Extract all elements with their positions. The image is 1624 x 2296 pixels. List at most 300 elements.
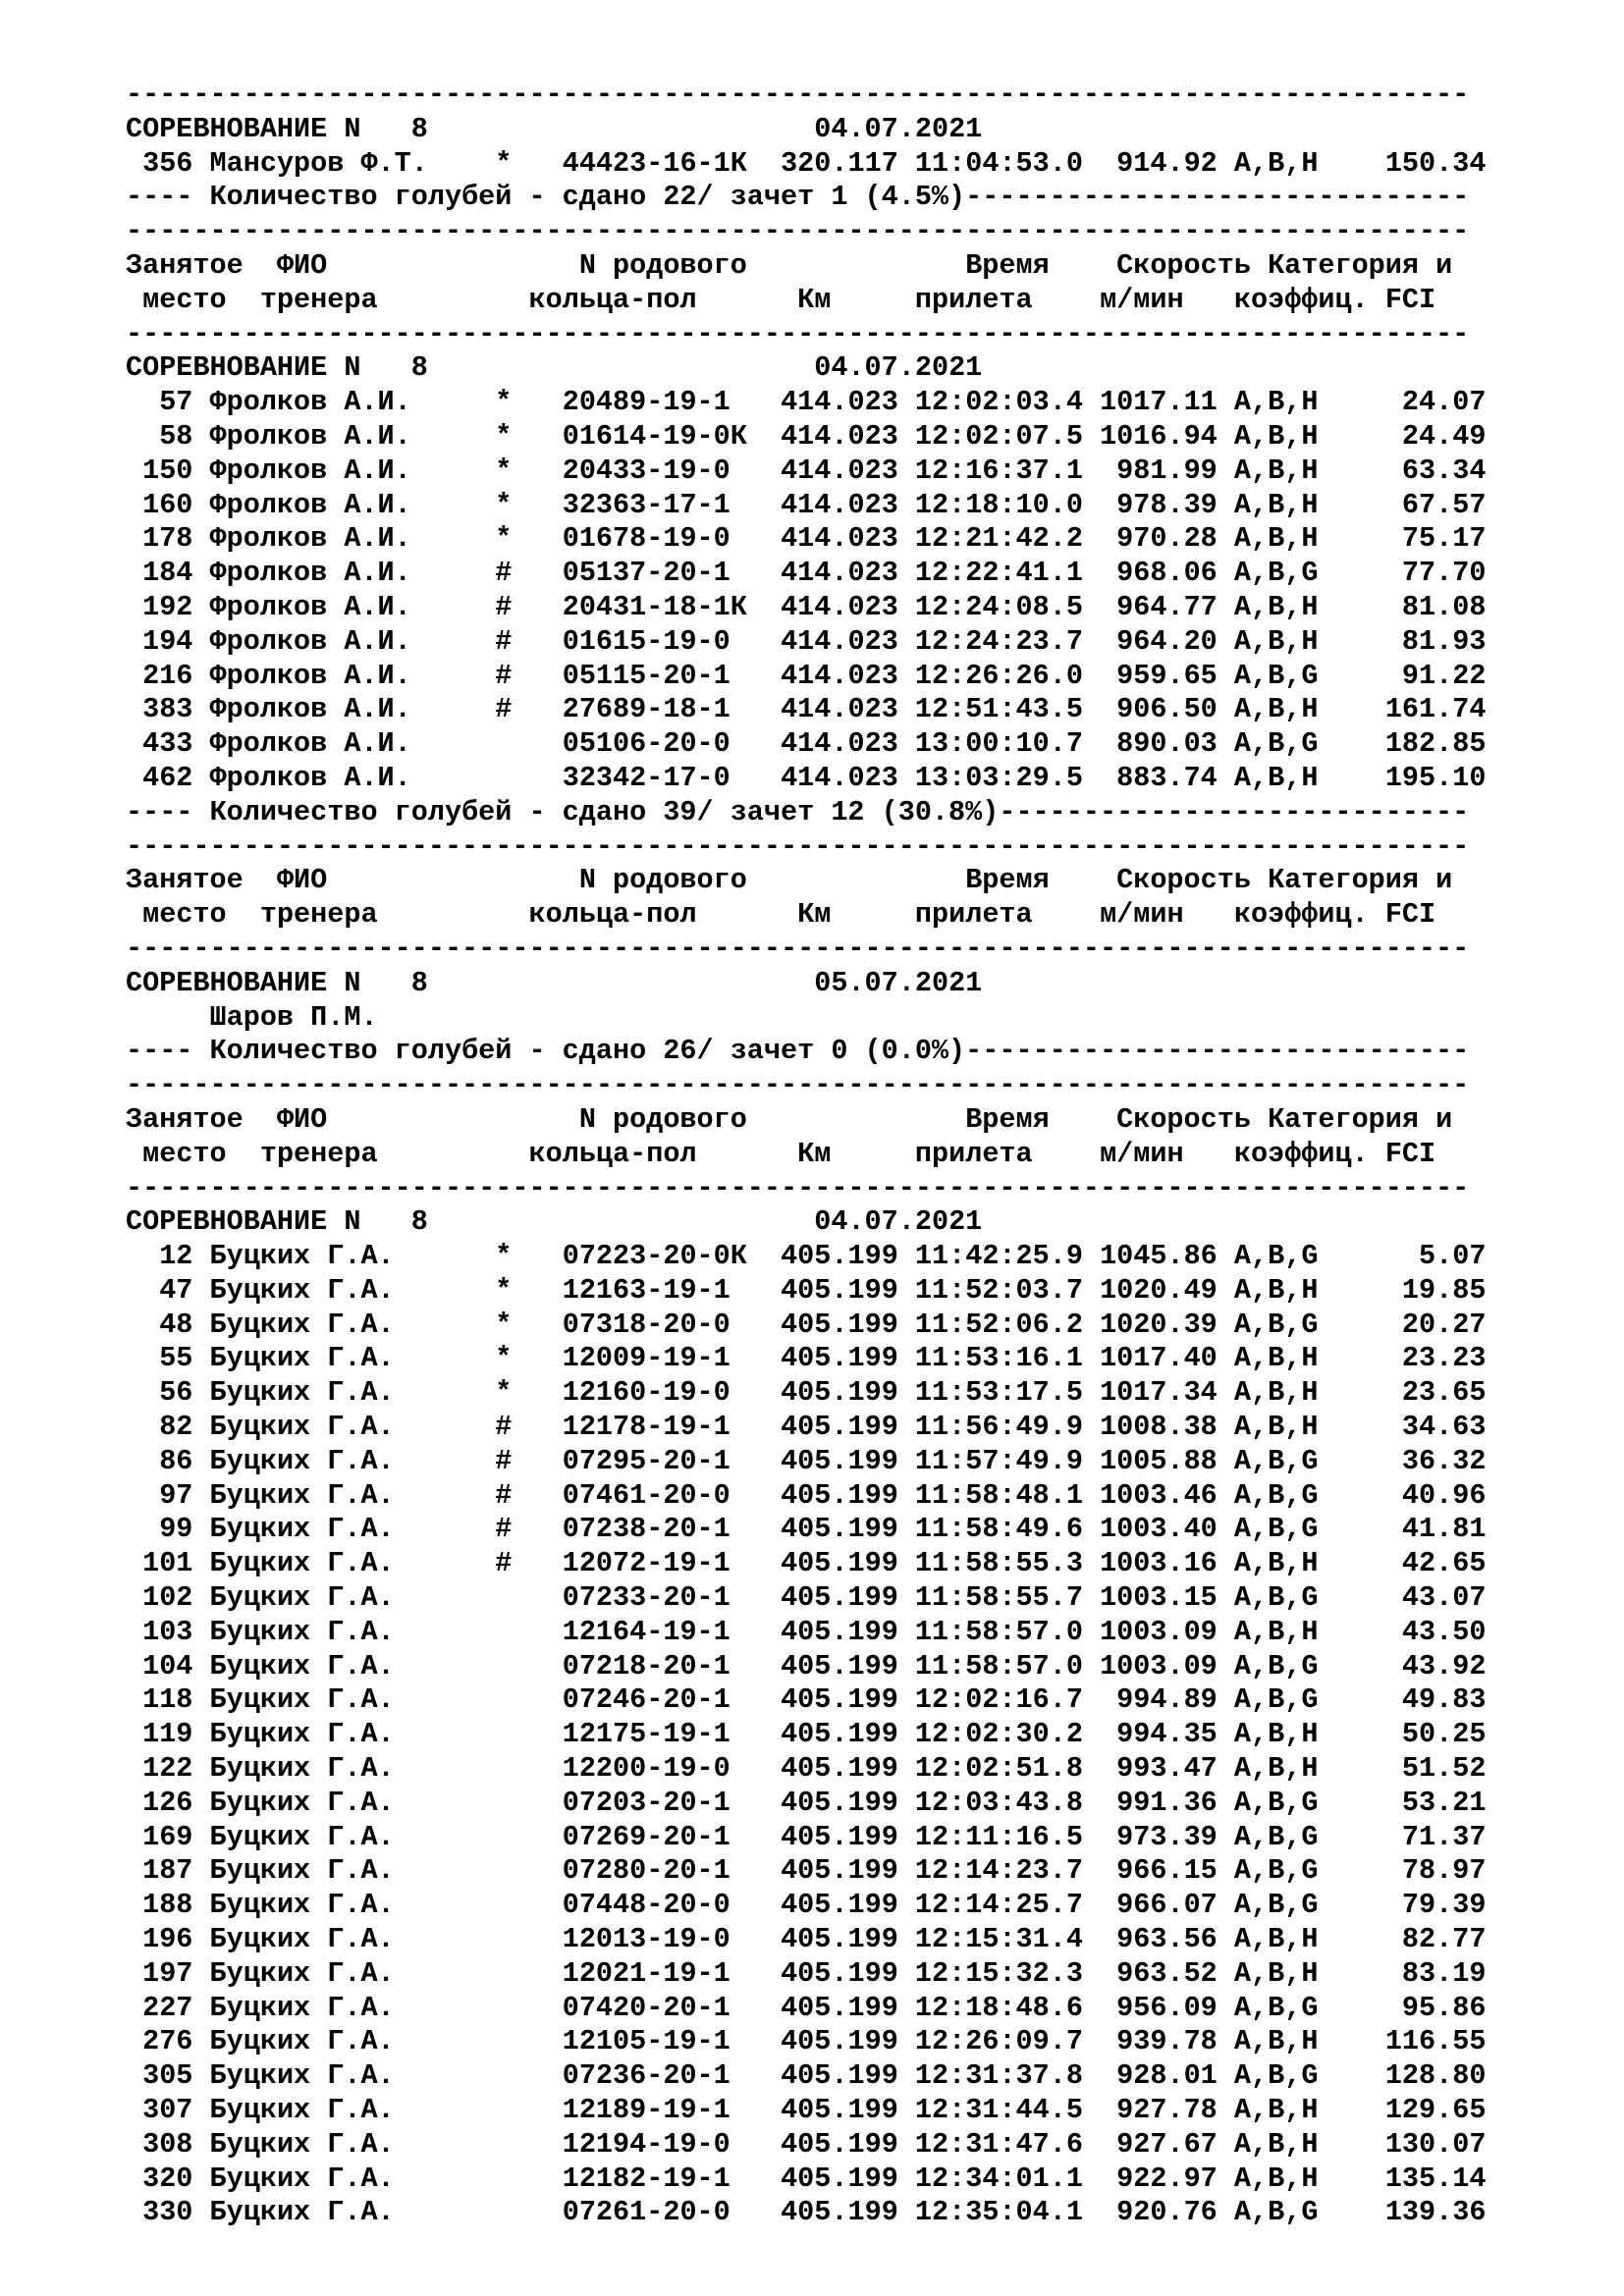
place-cell: 55 bbox=[126, 1342, 193, 1375]
speed-cell: 956.09 bbox=[1100, 1991, 1218, 2024]
header-speed: Скорость bbox=[1116, 1102, 1251, 1136]
category-cell: A,B,H bbox=[1233, 2127, 1319, 2161]
time-cell: 12:18:48.6 bbox=[914, 1991, 1083, 2024]
ring-cell: 07238-20-1 bbox=[562, 1513, 747, 1546]
result-row bbox=[126, 522, 1598, 557]
ring-cell: 12175-19-1 bbox=[562, 1718, 747, 1751]
fci-cell: 43.07 bbox=[1318, 1581, 1487, 1615]
header-place: Занятое bbox=[126, 864, 244, 897]
ring-cell: 07269-20-1 bbox=[562, 1820, 747, 1853]
time-cell: 11:58:48.1 bbox=[914, 1478, 1083, 1512]
speed-cell: 1003.09 bbox=[1100, 1615, 1218, 1648]
mark-cell: # bbox=[495, 1444, 513, 1477]
speed-cell: 1003.46 bbox=[1100, 1478, 1218, 1512]
header-ring: N родового bbox=[578, 1102, 747, 1136]
mark-cell bbox=[495, 1650, 512, 1682]
category-cell: A,B,G bbox=[1233, 1513, 1319, 1546]
time-cell: 12:24:23.7 bbox=[914, 624, 1083, 658]
km-cell: 414.023 bbox=[781, 693, 898, 726]
result-row bbox=[126, 1683, 1598, 1718]
speed-cell: 966.07 bbox=[1100, 1889, 1218, 1922]
speed-cell: 914.92 bbox=[1100, 146, 1218, 180]
place-cell: 150 bbox=[126, 454, 193, 487]
fci-cell: 34.63 bbox=[1318, 1411, 1487, 1444]
summary-line: ---- Количество голубей - сдано 22/ зачет 1 (4.5%)------------------------------ bbox=[126, 181, 1470, 214]
category-cell: A,B,G bbox=[1233, 1889, 1319, 1922]
name-cell: Буцких Г.А. bbox=[209, 1923, 462, 1956]
place-cell: 194 bbox=[126, 624, 193, 658]
speed-cell: 966.15 bbox=[1100, 1854, 1218, 1888]
fci-cell: 19.85 bbox=[1318, 1273, 1487, 1307]
category-cell: A,B,G bbox=[1233, 1786, 1319, 1819]
header-time: прилета bbox=[914, 283, 1033, 316]
header-place: место bbox=[142, 898, 227, 932]
mark-cell bbox=[495, 762, 512, 794]
category-cell: A,B,H bbox=[1233, 1547, 1319, 1580]
ring-cell: 07280-20-1 bbox=[562, 1854, 747, 1888]
km-cell: 405.199 bbox=[781, 1273, 898, 1307]
speed-cell: 993.47 bbox=[1100, 1752, 1218, 1786]
km-cell: 405.199 bbox=[781, 1308, 898, 1341]
fci-cell: 24.49 bbox=[1318, 419, 1487, 453]
speed-cell: 1005.88 bbox=[1100, 1444, 1218, 1477]
result-row bbox=[126, 1821, 1598, 1855]
result-row bbox=[126, 386, 1598, 420]
place-cell: 356 bbox=[126, 146, 193, 180]
km-cell: 405.199 bbox=[781, 2196, 898, 2229]
time-cell: 12:31:44.5 bbox=[914, 2094, 1083, 2127]
mark-cell bbox=[495, 2059, 512, 2092]
mark-cell: # bbox=[495, 590, 513, 623]
speed-cell: 963.52 bbox=[1100, 1956, 1218, 1990]
mark-cell: # bbox=[495, 1478, 513, 1512]
competition-date: 04.07.2021 bbox=[814, 351, 983, 385]
time-cell: 13:03:29.5 bbox=[914, 761, 1083, 794]
category-cell: A,B,H bbox=[1233, 488, 1319, 521]
km-cell: 405.199 bbox=[781, 1513, 898, 1546]
time-cell: 12:31:47.6 bbox=[914, 2127, 1083, 2161]
header-category: Категория и bbox=[1268, 248, 1453, 282]
speed-cell: 1016.94 bbox=[1100, 419, 1218, 453]
place-cell: 433 bbox=[126, 727, 193, 761]
ring-cell: 07236-20-1 bbox=[562, 2059, 747, 2093]
place-cell: 187 bbox=[126, 1854, 193, 1888]
time-cell: 11:53:17.5 bbox=[914, 1376, 1083, 1410]
km-cell: 414.023 bbox=[781, 488, 898, 521]
time-cell: 12:15:31.4 bbox=[914, 1923, 1083, 1956]
mark-cell: * bbox=[495, 1240, 513, 1273]
header-speed: м/мин bbox=[1100, 283, 1184, 316]
header-name: ФИО bbox=[276, 1102, 328, 1136]
category-cell: A,B,H bbox=[1233, 2025, 1319, 2058]
header-km: Км bbox=[797, 1137, 832, 1170]
name-cell: Буцких Г.А. bbox=[209, 2059, 462, 2093]
fci-cell: 78.97 bbox=[1318, 1854, 1487, 1888]
table-header-row-2 bbox=[126, 284, 1598, 318]
km-cell: 414.023 bbox=[781, 727, 898, 761]
name-cell: Фролков А.И. bbox=[209, 454, 462, 487]
name-cell: Буцких Г.А. bbox=[209, 1683, 462, 1717]
place-cell: 12 bbox=[126, 1240, 193, 1273]
mark-cell: # bbox=[495, 693, 513, 726]
header-ring: N родового bbox=[578, 248, 747, 282]
name-cell: Буцких Г.А. bbox=[209, 1786, 462, 1819]
header-category: Категория и bbox=[1268, 1102, 1453, 1136]
fci-cell: 42.65 bbox=[1318, 1547, 1487, 1580]
ring-cell: 20489-19-1 bbox=[562, 386, 747, 419]
time-cell: 12:16:37.1 bbox=[914, 454, 1083, 487]
competition-label: СОРЕВНОВАНИЕ N bbox=[126, 351, 361, 385]
place-cell: 56 bbox=[126, 1376, 193, 1410]
header-name: ФИО bbox=[276, 248, 328, 282]
category-cell: A,B,G bbox=[1233, 1854, 1319, 1888]
category-cell: A,B,H bbox=[1233, 1273, 1319, 1307]
place-cell: 308 bbox=[126, 2127, 193, 2161]
km-cell: 405.199 bbox=[781, 1615, 898, 1648]
time-cell: 12:35:04.1 bbox=[914, 2196, 1083, 2229]
summary-text: Количество голубей - сдано 39/ зачет 12 (30.8%) bbox=[209, 795, 1000, 828]
time-cell: 12:15:32.3 bbox=[914, 1956, 1083, 1990]
time-cell: 12:21:42.2 bbox=[914, 522, 1083, 556]
km-cell: 405.199 bbox=[781, 2162, 898, 2195]
result-row bbox=[126, 454, 1598, 489]
name-cell: Буцких Г.А. bbox=[209, 1718, 462, 1751]
mark-cell bbox=[495, 2128, 512, 2161]
header-time: прилета bbox=[914, 898, 1033, 932]
mark-cell bbox=[495, 727, 512, 760]
time-cell: 11:04:53.0 bbox=[914, 146, 1083, 180]
result-row bbox=[126, 557, 1598, 591]
name-cell: Фролков А.И. bbox=[209, 419, 462, 453]
place-cell: 160 bbox=[126, 488, 193, 521]
competition-label: СОРЕВНОВАНИЕ N bbox=[126, 112, 361, 145]
ring-cell: 07218-20-1 bbox=[562, 1649, 747, 1682]
fci-cell: 81.08 bbox=[1318, 590, 1487, 623]
speed-cell: 964.20 bbox=[1100, 624, 1218, 658]
place-cell: 101 bbox=[126, 1547, 193, 1580]
name-cell: Буцких Г.А. bbox=[209, 2127, 462, 2161]
ring-cell: 12105-19-1 bbox=[562, 2025, 747, 2058]
result-row bbox=[126, 2163, 1598, 2197]
mark-cell: # bbox=[495, 1513, 513, 1546]
km-cell: 405.199 bbox=[781, 1342, 898, 1375]
km-cell: 414.023 bbox=[781, 419, 898, 453]
result-row bbox=[126, 1479, 1598, 1514]
fci-cell: 40.96 bbox=[1318, 1478, 1487, 1512]
mark-cell bbox=[495, 1581, 512, 1614]
speed-cell: 994.89 bbox=[1100, 1683, 1218, 1717]
category-cell: A,B,H bbox=[1233, 2094, 1319, 2127]
name-cell: Буцких Г.А. bbox=[209, 1649, 462, 1682]
km-cell: 405.199 bbox=[781, 1752, 898, 1786]
fci-cell: 71.37 bbox=[1318, 1820, 1487, 1853]
fci-cell: 79.39 bbox=[1318, 1889, 1487, 1922]
km-cell: 414.023 bbox=[781, 590, 898, 623]
summary-line: ---- Количество голубей - сдано 26/ зачет 0 (0.0%)------------------------------ bbox=[126, 1035, 1470, 1068]
mark-cell bbox=[495, 2094, 512, 2126]
header-place: Занятое bbox=[126, 248, 244, 282]
category-cell: A,B,G bbox=[1233, 1308, 1319, 1341]
km-cell: 405.199 bbox=[781, 2025, 898, 2058]
result-row bbox=[126, 1957, 1598, 1992]
mark-cell: * bbox=[495, 419, 513, 453]
km-cell: 405.199 bbox=[781, 1411, 898, 1444]
header-time: прилета bbox=[914, 1137, 1033, 1170]
divider-line: -------------------------------------------------------------------------------- bbox=[126, 1171, 1470, 1204]
ring-cell: 32342-17-0 bbox=[562, 761, 747, 794]
speed-cell: 1003.15 bbox=[1100, 1581, 1218, 1615]
km-cell: 405.199 bbox=[781, 1478, 898, 1512]
km-cell: 405.199 bbox=[781, 1991, 898, 2024]
fci-cell: 130.07 bbox=[1318, 2127, 1487, 2161]
mark-cell: # bbox=[495, 1547, 513, 1580]
ring-cell: 32363-17-1 bbox=[562, 488, 747, 521]
summary-line: ---- Количество голубей - сдано 39/ зачет 12 (30.8%)---------------------------- bbox=[126, 795, 1470, 828]
name-cell: Буцких Г.А. bbox=[209, 1854, 462, 1888]
ring-cell: 20433-19-0 bbox=[562, 454, 747, 487]
place-cell: 47 bbox=[126, 1273, 193, 1307]
ring-cell: 12200-19-0 bbox=[562, 1752, 747, 1786]
km-cell: 405.199 bbox=[781, 1854, 898, 1888]
place-cell: 184 bbox=[126, 557, 193, 590]
header-speed: м/мин bbox=[1100, 898, 1184, 932]
speed-cell: 1045.86 bbox=[1100, 1240, 1218, 1273]
category-cell: A,B,H bbox=[1233, 522, 1319, 556]
speed-cell: 1020.49 bbox=[1100, 1273, 1218, 1307]
fci-cell: 81.93 bbox=[1318, 624, 1487, 658]
place-cell: 320 bbox=[126, 2162, 193, 2195]
name-cell: Буцких Г.А. bbox=[209, 1376, 462, 1410]
competition-label: СОРЕВНОВАНИЕ N bbox=[126, 1205, 361, 1239]
divider-line: -------------------------------------------------------------------------------- bbox=[126, 1069, 1470, 1102]
time-cell: 12:02:51.8 bbox=[914, 1752, 1083, 1786]
speed-cell: 1003.16 bbox=[1100, 1547, 1218, 1580]
header-category: коэфф bbox=[1233, 1137, 1319, 1170]
speed-cell: 968.06 bbox=[1100, 557, 1218, 590]
name-cell: Буцких Г.А. bbox=[209, 1411, 462, 1444]
speed-cell: 928.01 bbox=[1100, 2059, 1218, 2093]
table-header-row-1 bbox=[126, 864, 1598, 898]
category-cell: A,B,G bbox=[1233, 659, 1319, 692]
category-cell: A,B,G bbox=[1233, 1649, 1319, 1682]
category-cell: A,B,H bbox=[1233, 590, 1319, 623]
header-speed: м/мин bbox=[1100, 1137, 1184, 1170]
speed-cell: 939.78 bbox=[1100, 2025, 1218, 2058]
time-cell: 13:00:10.7 bbox=[914, 727, 1083, 761]
fci-cell: 195.10 bbox=[1318, 761, 1487, 794]
mark-cell: * bbox=[495, 1308, 513, 1341]
speed-cell: 883.74 bbox=[1100, 761, 1218, 794]
fci-cell: 43.92 bbox=[1318, 1649, 1487, 1682]
header-name: тренера bbox=[259, 1137, 378, 1170]
ring-cell: 07261-20-0 bbox=[562, 2196, 747, 2229]
category-cell: A,B,G bbox=[1233, 1444, 1319, 1477]
km-cell: 405.199 bbox=[781, 2094, 898, 2127]
ring-cell: 01678-19-0 bbox=[562, 522, 747, 556]
result-row bbox=[126, 1547, 1598, 1581]
fci-cell: 23.23 bbox=[1318, 1342, 1487, 1375]
fci-cell: 150.34 bbox=[1318, 146, 1487, 180]
category-cell: A,B,H bbox=[1233, 1956, 1319, 1990]
place-cell: 48 bbox=[126, 1308, 193, 1341]
km-cell: 405.199 bbox=[781, 2059, 898, 2093]
mark-cell: * bbox=[495, 454, 513, 487]
place-cell: 99 bbox=[126, 1513, 193, 1546]
km-cell: 405.199 bbox=[781, 1956, 898, 1990]
result-row bbox=[126, 1923, 1598, 1957]
category-cell: A,B,H bbox=[1233, 386, 1319, 419]
name-cell: Буцких Г.А. bbox=[209, 1820, 462, 1853]
category-cell: A,B,G bbox=[1233, 727, 1319, 761]
place-cell: 82 bbox=[126, 1411, 193, 1444]
speed-cell: 991.36 bbox=[1100, 1786, 1218, 1819]
fci-cell: 67.57 bbox=[1318, 488, 1487, 521]
km-cell: 405.199 bbox=[781, 1376, 898, 1410]
competition-number: 8 bbox=[410, 112, 428, 145]
result-row bbox=[126, 1581, 1598, 1616]
category-cell: A,B,H bbox=[1233, 624, 1319, 658]
fci-cell: 91.22 bbox=[1318, 659, 1487, 692]
mark-cell: * bbox=[495, 146, 513, 180]
fci-cell: 49.83 bbox=[1318, 1683, 1487, 1717]
place-cell: 197 bbox=[126, 1956, 193, 1990]
header-km: Км bbox=[797, 898, 832, 932]
time-cell: 11:58:57.0 bbox=[914, 1649, 1083, 1682]
result-row bbox=[126, 1650, 1598, 1684]
name-cell: Буцких Г.А. bbox=[209, 1308, 462, 1341]
speed-cell: 1003.40 bbox=[1100, 1513, 1218, 1546]
header-km: Км bbox=[797, 283, 832, 316]
ring-cell: 07420-20-1 bbox=[562, 1991, 747, 2024]
summary-text: Количество голубей - сдано 26/ зачет 0 (0.0%) bbox=[209, 1035, 966, 1068]
place-cell: 188 bbox=[126, 1889, 193, 1922]
ring-cell: 05115-20-1 bbox=[562, 659, 747, 692]
name-cell: Фролков А.И. bbox=[209, 590, 462, 623]
result-row bbox=[126, 762, 1598, 796]
name-cell: Мансуров Ф.Т. bbox=[209, 146, 462, 180]
name-cell: Буцких Г.А. bbox=[209, 1752, 462, 1786]
ring-cell: 05137-20-1 bbox=[562, 557, 747, 590]
ring-cell: 07223-20-0К bbox=[562, 1240, 747, 1273]
mark-cell: * bbox=[495, 1376, 513, 1410]
result-row bbox=[126, 1992, 1598, 2026]
speed-cell: 1008.38 bbox=[1100, 1411, 1218, 1444]
mark-cell bbox=[495, 1787, 512, 1819]
km-cell: 405.199 bbox=[781, 2127, 898, 2161]
name-cell: Буцких Г.А. bbox=[209, 1956, 462, 1990]
result-row bbox=[126, 1445, 1598, 1479]
name-cell: Буцких Г.А. bbox=[209, 1273, 462, 1307]
ring-cell: 12164-19-1 bbox=[562, 1615, 747, 1648]
speed-cell: 1003.09 bbox=[1100, 1649, 1218, 1682]
time-cell: 11:58:57.0 bbox=[914, 1615, 1083, 1648]
summary-text: Количество голубей - сдано 22/ зачет 1 (4.5%) bbox=[209, 181, 966, 214]
time-cell: 11:58:55.3 bbox=[914, 1547, 1083, 1580]
category-cell: A,B,H bbox=[1233, 1923, 1319, 1956]
mark-cell: * bbox=[495, 522, 513, 556]
header-time: Время bbox=[965, 1102, 1050, 1136]
header-name: тренера bbox=[259, 283, 378, 316]
divider-line: -------------------------------------------------------------------------------- bbox=[126, 829, 1470, 863]
ring-cell: 12182-19-1 bbox=[562, 2162, 747, 2195]
category-cell: A,B,G bbox=[1233, 2196, 1319, 2229]
ring-cell: 07295-20-1 bbox=[562, 1444, 747, 1477]
category-cell: A,B,G bbox=[1233, 1683, 1319, 1717]
speed-cell: 920.76 bbox=[1100, 2196, 1218, 2229]
category-cell: A,B,G bbox=[1233, 1478, 1319, 1512]
result-row bbox=[126, 2059, 1598, 2094]
mark-cell bbox=[495, 1821, 512, 1853]
time-cell: 11:56:49.9 bbox=[914, 1411, 1083, 1444]
result-row bbox=[126, 1616, 1598, 1650]
divider-line: -------------------------------------------------------------------------------- bbox=[126, 79, 1470, 111]
place-cell: 169 bbox=[126, 1820, 193, 1853]
fci-cell: 51.52 bbox=[1318, 1752, 1487, 1786]
fci-cell: 20.27 bbox=[1318, 1308, 1487, 1341]
fci-cell: 135.14 bbox=[1318, 2162, 1487, 2195]
km-cell: 414.023 bbox=[781, 522, 898, 556]
ring-cell: 07318-20-0 bbox=[562, 1308, 747, 1341]
result-row bbox=[126, 660, 1598, 694]
result-row bbox=[126, 727, 1598, 762]
time-cell: 12:51:43.5 bbox=[914, 693, 1083, 726]
fci-cell: 50.25 bbox=[1318, 1718, 1487, 1751]
table-header-row-1 bbox=[126, 249, 1598, 284]
time-cell: 12:02:16.7 bbox=[914, 1683, 1083, 1717]
ring-cell: 12009-19-1 bbox=[562, 1342, 747, 1375]
speed-cell: 1017.40 bbox=[1100, 1342, 1218, 1375]
place-cell: 305 bbox=[126, 2059, 193, 2093]
header-place: Занятое bbox=[126, 1102, 244, 1136]
ring-cell: 12021-19-1 bbox=[562, 1956, 747, 1990]
place-cell: 383 bbox=[126, 693, 193, 726]
speed-cell: 906.50 bbox=[1100, 693, 1218, 726]
mark-cell: * bbox=[495, 488, 513, 521]
mark-cell: * bbox=[495, 386, 513, 419]
header-ring: кольца-пол bbox=[528, 1137, 697, 1170]
name-cell: Шаров П.М. bbox=[209, 1000, 378, 1034]
name-cell: Фролков А.И. bbox=[209, 488, 462, 521]
speed-cell: 922.97 bbox=[1100, 2162, 1218, 2195]
fci-cell: 75.17 bbox=[1318, 522, 1487, 556]
speed-cell: 890.03 bbox=[1100, 727, 1218, 761]
speed-cell: 981.99 bbox=[1100, 454, 1218, 487]
mark-cell bbox=[495, 1752, 512, 1785]
trainer-name-only bbox=[126, 1001, 1598, 1036]
mark-cell bbox=[495, 2163, 512, 2195]
time-cell: 12:02:30.2 bbox=[914, 1718, 1083, 1751]
place-cell: 119 bbox=[126, 1718, 193, 1751]
km-cell: 405.199 bbox=[781, 1820, 898, 1853]
km-cell: 405.199 bbox=[781, 1786, 898, 1819]
name-cell: Фролков А.И. bbox=[209, 761, 462, 794]
result-row bbox=[126, 420, 1598, 454]
fci-cell: 63.34 bbox=[1318, 454, 1487, 487]
result-row bbox=[126, 2128, 1598, 2163]
header-time: Время bbox=[965, 248, 1050, 282]
fci-cell: 139.36 bbox=[1318, 2196, 1487, 2229]
category-cell: A,B,H bbox=[1233, 761, 1319, 794]
table-header-row-1 bbox=[126, 1103, 1598, 1138]
mark-cell: # bbox=[495, 659, 513, 692]
ring-cell: 12072-19-1 bbox=[562, 1547, 747, 1580]
table-header-row-2 bbox=[126, 898, 1598, 933]
fci-cell: 23.65 bbox=[1318, 1376, 1487, 1410]
time-cell: 12:31:37.8 bbox=[914, 2059, 1083, 2093]
header-speed: Скорость bbox=[1116, 248, 1251, 282]
fci-cell: 43.50 bbox=[1318, 1615, 1487, 1648]
fci-cell: 182.85 bbox=[1318, 727, 1487, 761]
